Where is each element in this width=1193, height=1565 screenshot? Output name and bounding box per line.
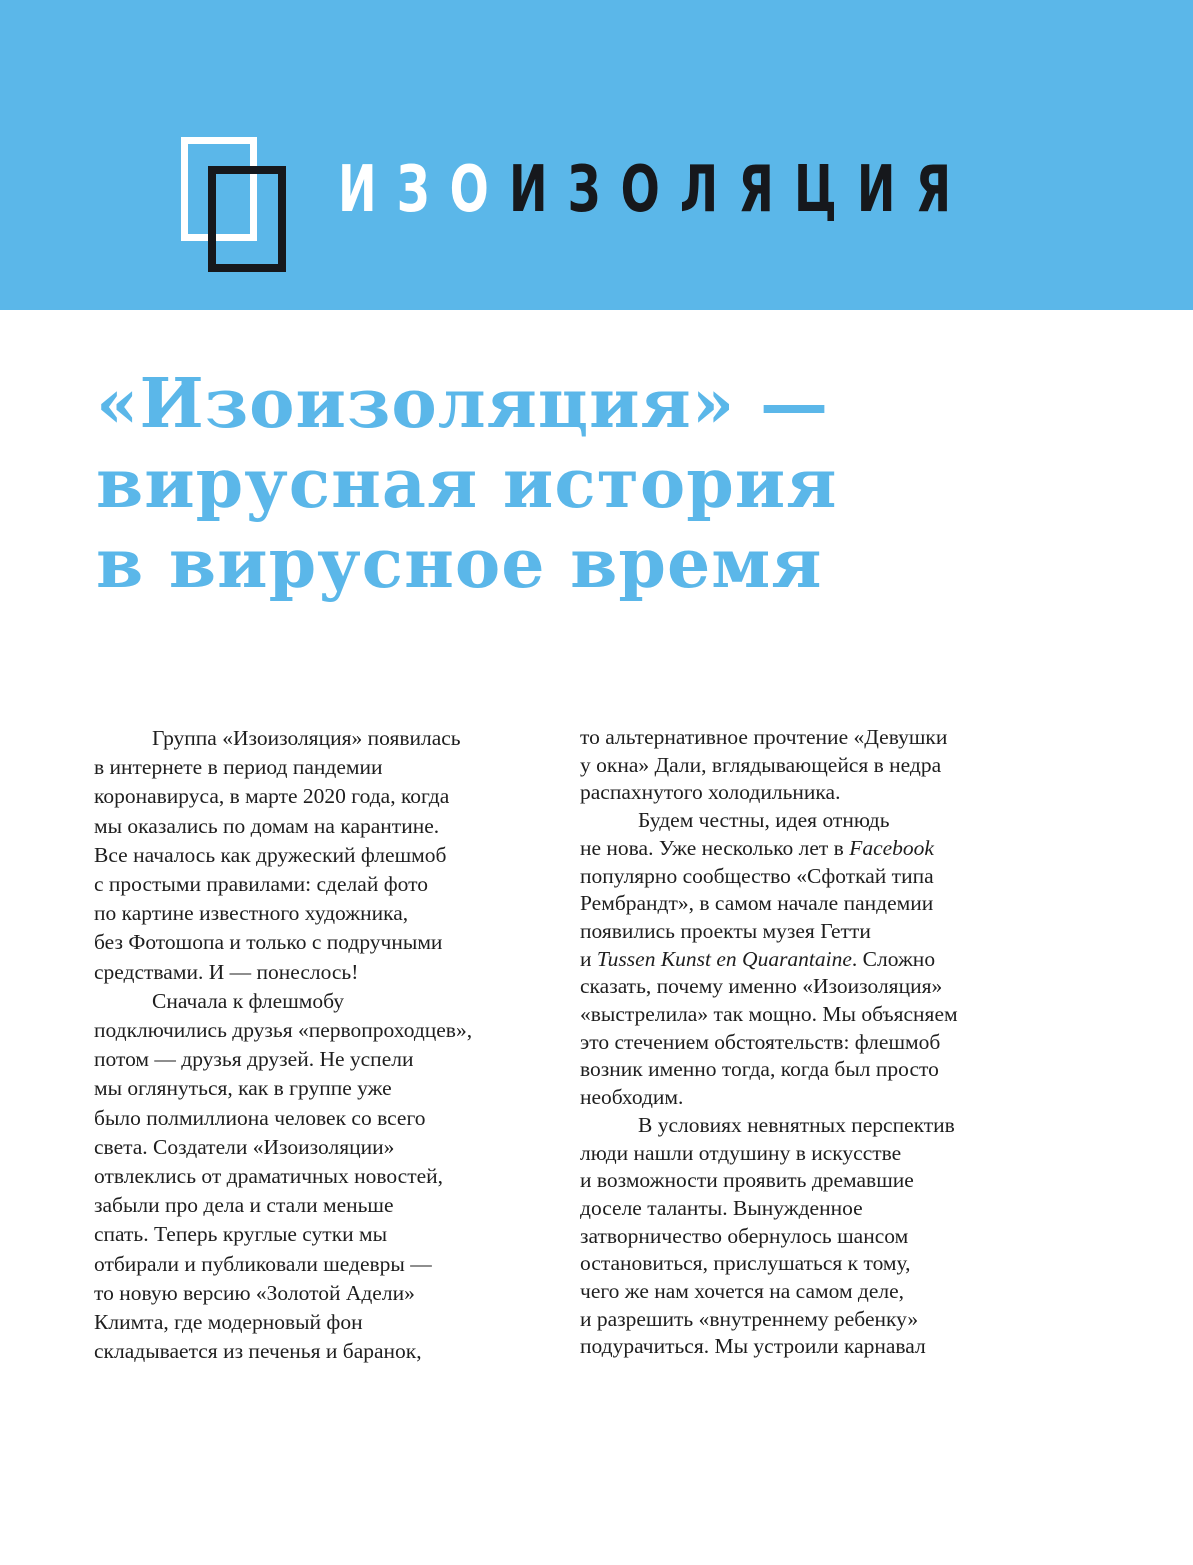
text-line: и разрешить «внутреннему ребенку» <box>580 1306 919 1331</box>
text-line: без Фотошопа и только с подручными <box>94 930 443 955</box>
text-line: Группа «Изоизоляция» появилась <box>152 726 461 750</box>
text-line: то новую версию «Золотой Адели» <box>94 1280 415 1305</box>
article-left-column <box>94 724 554 1366</box>
text-line: то альтернативное прочтение «Девушки <box>580 725 948 749</box>
text-line: Сначала к флешмобу <box>152 988 344 1013</box>
logo-wordmark <box>338 145 971 235</box>
text-line: по картине известного художника, <box>94 901 409 926</box>
text-line <box>580 835 1040 863</box>
text-line: «выстрелила» так мощно. Мы объясняем <box>580 1002 958 1027</box>
text-line: потом — друзья друзей. Не успели <box>94 1047 414 1072</box>
text-line: появились проекты музея Гетти <box>580 918 871 943</box>
frame-icon <box>208 166 286 272</box>
text-line <box>580 946 1040 974</box>
text-line: спать. Теперь круглые сутки мы <box>94 1222 388 1247</box>
text-line: в интернете в период пандемии <box>94 755 383 780</box>
text-line: сказать, почему именно «Изоизоляция» <box>580 974 943 999</box>
page-title <box>96 364 1096 604</box>
text-line: подключились друзья «первопроходцев», <box>94 1018 473 1043</box>
title-line: вирусная история <box>96 444 838 524</box>
text-line: с простыми правилами: сделай фото <box>94 872 428 897</box>
text-line: популярно сообщество «Сфоткай типа <box>580 863 934 888</box>
text-line: подурачиться. Мы устроили карнавал <box>580 1334 926 1359</box>
text-line: и возможности проявить дремавшие <box>580 1168 914 1193</box>
text-line: коронавируса, в марте 2020 года, когда <box>94 784 450 809</box>
title-line: «Изоизоляция» — <box>96 364 829 444</box>
text-line: складывается из печенья и баранок, <box>94 1339 422 1364</box>
text-line: мы оглянуться, как в группе уже <box>94 1076 392 1101</box>
text-line: затворничество обернулось шансом <box>580 1223 909 1248</box>
text-line: необходим. <box>580 1085 684 1110</box>
text-line: света. Создатели «Изоизоляции» <box>94 1134 395 1159</box>
text-segment: не нова. Уже несколько лет в <box>580 835 850 860</box>
text-line: доселе таланты. Вынужденное <box>580 1195 863 1220</box>
text-line: люди нашли отдушину в искусстве <box>580 1140 902 1165</box>
text-line: распахнутого холодильника. <box>580 780 841 805</box>
text-line: было полмиллиона человек со всего <box>94 1105 426 1130</box>
text-line: остановиться, прислушаться к тому, <box>580 1251 911 1276</box>
text-line: В условиях невнятных перспектив <box>638 1112 955 1137</box>
text-line: Все началось как дружеский флешмоб <box>94 842 447 867</box>
italic-text: Facebook <box>849 835 934 860</box>
text-line: мы оказались по домам на карантине. <box>94 813 440 838</box>
text-line: чего же нам хочется на самом деле, <box>580 1279 905 1304</box>
text-line: отбирали и публиковали шедевры — <box>94 1251 432 1276</box>
text-line: это стечением обстоятельств: флешмоб <box>580 1029 941 1054</box>
text-line: средствами. И — понеслось! <box>94 959 359 984</box>
text-line: возник именно тогда, когда был просто <box>580 1057 939 1082</box>
text-line: Рембрандт», в самом начале пандемии <box>580 891 934 916</box>
logo-part-2: ИЗОЛЯЦИЯ <box>508 153 972 227</box>
title-line: в вирусное время <box>96 524 823 604</box>
text-segment: . Сложно <box>851 946 936 971</box>
text-line: у окна» Дали, вглядывающейся в недра <box>580 752 942 777</box>
text-line: Климта, где модерновый фон <box>94 1310 363 1335</box>
text-line: отвлеклись от драматичных новостей, <box>94 1164 444 1189</box>
italic-text: Tussen Kunst en Quarantaine <box>596 946 852 971</box>
text-line: Будем честны, идея отнюдь <box>638 808 890 833</box>
logo-part-1: ИЗО <box>338 153 509 227</box>
text-line: забыли про дела и стали меньше <box>94 1193 394 1218</box>
article-right-column <box>580 724 1040 1361</box>
text-segment: и <box>580 946 597 971</box>
header-banner <box>0 0 1193 310</box>
